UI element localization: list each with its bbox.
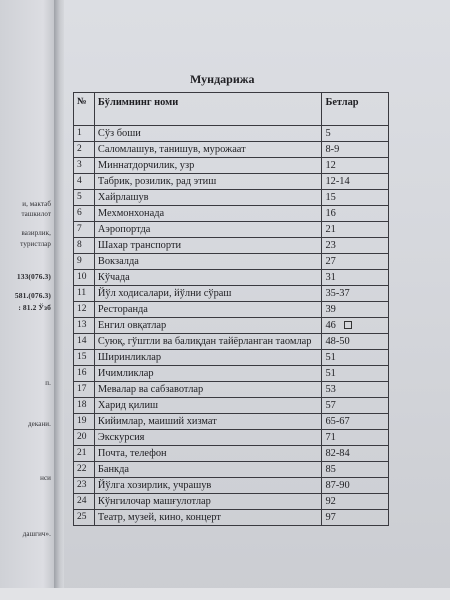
toc-cell-no [74, 238, 95, 254]
toc-cell-no [74, 430, 95, 446]
toc-no-text: 14 [77, 336, 87, 346]
toc-cell-name [94, 350, 322, 366]
right-page [64, 0, 450, 600]
toc-name-text: Экскурсия [97, 432, 145, 443]
toc-pages-text: 16 [325, 208, 336, 219]
toc-no-text: 24 [77, 496, 87, 506]
toc-cell-pages [322, 510, 389, 526]
toc-row [74, 478, 389, 494]
toc-cell-name [94, 222, 322, 238]
toc-no-text: 17 [77, 384, 87, 394]
toc-table [73, 92, 389, 526]
toc-cell-name [94, 318, 322, 334]
toc-cell-no [74, 494, 95, 510]
toc-cell-name [94, 398, 322, 414]
toc-row [74, 510, 389, 526]
toc-no-text: 4 [77, 176, 82, 186]
toc-cell-no [74, 318, 95, 334]
toc-pages-text: 65-67 [325, 416, 350, 427]
toc-cell-name [94, 510, 322, 526]
toc-name-text: Почта, телефон [97, 448, 167, 459]
toc-cell-no [74, 462, 95, 478]
toc-cell-no [74, 270, 95, 286]
toc-pages-text: 21 [325, 224, 336, 235]
toc-cell-pages [322, 222, 389, 238]
toc-cell-no [74, 334, 95, 350]
toc-cell-pages [322, 318, 389, 334]
toc-cell-name [94, 174, 322, 190]
toc-pages-text: 57 [325, 400, 336, 411]
left-page-text-fragment: ташкилот [21, 210, 51, 218]
left-page-text-fragment: и, мактаб [22, 200, 51, 208]
toc-row [74, 270, 389, 286]
toc-no-text: 3 [77, 160, 82, 170]
left-page-text-fragment: дашгич». [22, 530, 51, 538]
toc-pages-text: 27 [325, 256, 336, 267]
toc-pages-text: 87-90 [325, 480, 350, 491]
toc-cell-name [94, 302, 322, 318]
toc-no-text: 8 [77, 240, 82, 250]
toc-no-text: 25 [77, 512, 87, 522]
toc-cell-pages [322, 446, 389, 462]
toc-row [74, 446, 389, 462]
toc-cell-name [94, 254, 322, 270]
toc-cell-pages [322, 462, 389, 478]
toc-cell-pages [322, 158, 389, 174]
toc-name-text: Ичимликлар [97, 368, 154, 379]
toc-row [74, 414, 389, 430]
toc-cell-no [74, 174, 95, 190]
toc-pages-text: 12 [325, 160, 336, 171]
toc-cell-no [74, 446, 95, 462]
toc-cell-name [94, 190, 322, 206]
toc-cell-no [74, 366, 95, 382]
toc-cell-name [94, 414, 322, 430]
toc-no-text: 2 [77, 144, 82, 154]
toc-row [74, 430, 389, 446]
toc-cell-name [94, 158, 322, 174]
toc-name-text: Банкда [97, 464, 130, 475]
toc-pages-text: 5 [325, 128, 331, 139]
toc-cell-name [94, 142, 322, 158]
toc-cell-no [74, 190, 95, 206]
toc-row [74, 318, 389, 334]
toc-name-text: Ширинликлар [97, 352, 162, 363]
toc-row [74, 126, 389, 142]
toc-cell-name [94, 478, 322, 494]
toc-title: Мундарижа [190, 72, 255, 86]
toc-row [74, 462, 389, 478]
toc-cell-no [74, 222, 95, 238]
toc-pages-text: 31 [325, 272, 336, 283]
toc-header-row [74, 93, 389, 126]
toc-cell-pages [322, 414, 389, 430]
toc-row [74, 158, 389, 174]
toc-pages-text: 39 [325, 304, 336, 315]
toc-no-text: 1 [77, 128, 82, 138]
toc-pages-text: 35-37 [325, 288, 350, 299]
toc-pages-text: 51 [325, 352, 336, 363]
toc-name-text: Йўлга хозирлик, учрашув [97, 480, 212, 491]
toc-cell-name [94, 334, 322, 350]
toc-cell-pages [322, 286, 389, 302]
toc-cell-pages [322, 238, 389, 254]
toc-row [74, 494, 389, 510]
left-page-text-fragment: : 81.2 Ўзб [18, 303, 51, 312]
toc-name-text: Мевалар ва сабзавотлар [97, 384, 204, 395]
toc-name-text: Миннатдорчилик, узр [97, 160, 195, 171]
toc-cell-pages [322, 382, 389, 398]
toc-row [74, 254, 389, 270]
toc-row [74, 222, 389, 238]
toc-name-text: Енгил овқатлар [97, 320, 167, 331]
toc-no-text: 12 [77, 304, 87, 314]
toc-cell-name [94, 126, 322, 142]
toc-name-text: Суюқ, гўштли ва балиқдан тайёрланган таомлар [97, 336, 312, 347]
toc-name-text: Харид қилиш [97, 400, 159, 411]
toc-cell-name [94, 366, 322, 382]
toc-cell-no [74, 126, 95, 142]
toc-no-text: 13 [77, 320, 87, 330]
toc-name-text: Кўнгилочар машғулотлар [97, 496, 211, 507]
toc-cell-pages [322, 334, 389, 350]
toc-no-text: 16 [77, 368, 87, 378]
toc-name-text: Табрик, розилик, рад этиш [97, 176, 217, 187]
toc-name-text: Кўчада [97, 272, 130, 283]
toc-no-text: 11 [77, 288, 87, 298]
toc-no-text: 18 [77, 400, 87, 410]
toc-name-text: Ресторанда [97, 304, 148, 315]
toc-cell-pages [322, 254, 389, 270]
toc-no-text: 19 [77, 416, 87, 426]
toc-cell-pages [322, 302, 389, 318]
toc-pages-text: 51 [325, 368, 336, 379]
toc-cell-no [74, 382, 95, 398]
toc-cell-name [94, 462, 322, 478]
toc-cell-name [94, 270, 322, 286]
bottom-edge [0, 588, 450, 600]
toc-cell-no [74, 478, 95, 494]
toc-name-text: Кийимлар, маиший хизмат [97, 416, 217, 427]
toc-no-text: 6 [77, 208, 82, 218]
toc-cell-pages [322, 398, 389, 414]
toc-cell-name [94, 286, 322, 302]
toc-row [74, 398, 389, 414]
toc-cell-name [94, 494, 322, 510]
toc-name-text: Театр, музей, кино, концерт [97, 512, 221, 523]
toc-name-text: Йўл ходисалари, йўлни сўраш [97, 288, 232, 299]
toc-row [74, 174, 389, 190]
toc-cell-pages [322, 142, 389, 158]
toc-row [74, 238, 389, 254]
toc-row [74, 382, 389, 398]
left-page [0, 0, 54, 600]
toc-no-text: 5 [77, 192, 82, 202]
toc-pages-text: 46 [325, 320, 336, 331]
left-page-text-fragment: туристлар [20, 240, 51, 248]
left-page-text-fragment: декани. [27, 420, 51, 428]
left-page-text-fragment: п. [45, 379, 51, 387]
left-page-text-fragment: нси [40, 474, 51, 482]
toc-cell-pages [322, 270, 389, 286]
toc-cell-pages [322, 190, 389, 206]
toc-row [74, 334, 389, 350]
header-name: Бўлимнинг номи [94, 93, 322, 126]
toc-row [74, 302, 389, 318]
toc-pages-text: 15 [325, 192, 336, 203]
toc-cell-no [74, 350, 95, 366]
toc-pages-text: 82-84 [325, 448, 350, 459]
toc-no-text: 15 [77, 352, 87, 362]
toc-cell-no [74, 254, 95, 270]
toc-cell-pages [322, 478, 389, 494]
toc-pages-text: 71 [325, 432, 336, 443]
toc-cell-pages [322, 350, 389, 366]
left-page-text-fragment: 581.(076.3) [14, 291, 51, 300]
toc-no-text: 23 [77, 480, 87, 490]
toc-name-text: Мехмонхонада [97, 208, 165, 219]
toc-cell-pages [322, 430, 389, 446]
toc-name-text: Аэропортда [97, 224, 151, 235]
toc-no-text: 7 [77, 224, 82, 234]
toc-cell-pages [322, 174, 389, 190]
toc-pages-text: 85 [325, 464, 336, 475]
toc-row [74, 366, 389, 382]
toc-name-text: Сўз боши [97, 128, 141, 139]
toc-cell-no [74, 142, 95, 158]
toc-no-text: 10 [77, 272, 87, 282]
toc-pages-text: 48-50 [325, 336, 350, 347]
toc-cell-pages [322, 206, 389, 222]
toc-pages-text: 8-9 [325, 144, 340, 155]
toc-row [74, 286, 389, 302]
toc-name-text: Саломлашув, танишув, мурожаат [97, 144, 246, 155]
toc-pages-text: 12-14 [325, 176, 350, 187]
toc-cell-pages [322, 126, 389, 142]
toc-cell-pages [322, 494, 389, 510]
toc-name-text: Хайрлашув [97, 192, 149, 203]
toc-cell-pages [322, 366, 389, 382]
toc-name-text: Шахар транспорти [97, 240, 182, 251]
toc-cell-no [74, 206, 95, 222]
toc-pages-text: 92 [325, 496, 336, 507]
toc-row [74, 350, 389, 366]
toc-cell-name [94, 382, 322, 398]
toc-pages-text: 23 [325, 240, 336, 251]
toc-no-text: 20 [77, 432, 87, 442]
toc-cell-name [94, 430, 322, 446]
toc-cell-name [94, 206, 322, 222]
toc-pages-text: 97 [325, 512, 336, 523]
toc-row [74, 190, 389, 206]
toc-no-text: 21 [77, 448, 87, 458]
toc-row [74, 142, 389, 158]
toc-cell-name [94, 446, 322, 462]
header-pages: Бетлар [322, 93, 389, 126]
toc-cell-no [74, 510, 95, 526]
toc-cell-no [74, 158, 95, 174]
toc-cell-no [74, 302, 95, 318]
cursor-marker-icon [344, 321, 352, 329]
toc-cell-no [74, 398, 95, 414]
toc-name-text: Вокзалда [97, 256, 139, 267]
toc-cell-name [94, 238, 322, 254]
book-gutter [54, 0, 64, 600]
left-page-text-fragment: 133(076.3) [16, 272, 51, 281]
toc-pages-text: 53 [325, 384, 336, 395]
header-no: № [74, 93, 95, 126]
toc-no-text: 22 [77, 464, 87, 474]
toc-no-text: 9 [77, 256, 82, 266]
toc-cell-no [74, 286, 95, 302]
left-page-text-fragment: вазирлик, [21, 229, 51, 237]
toc-cell-no [74, 414, 95, 430]
toc-row [74, 206, 389, 222]
